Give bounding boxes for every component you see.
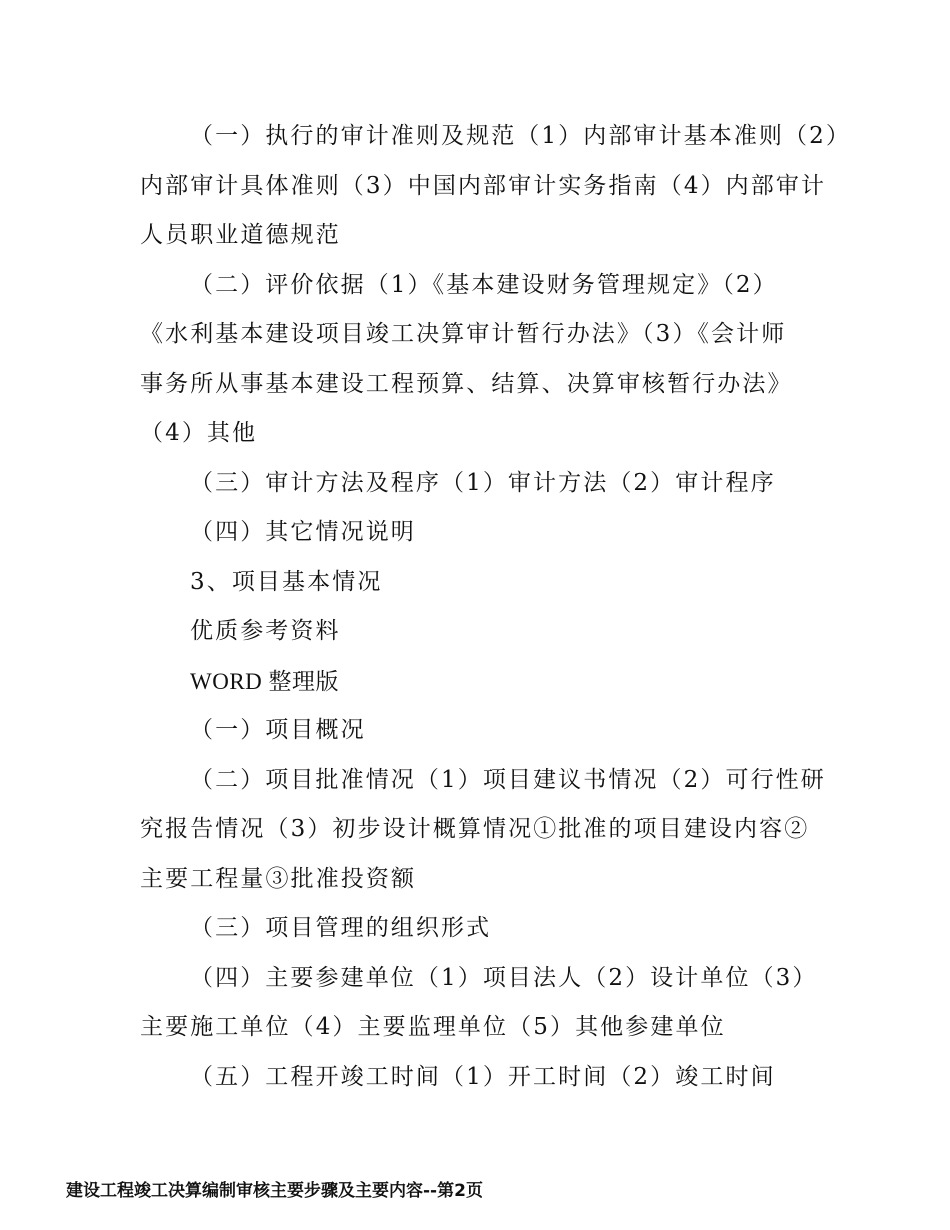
- project-management-line: （三）项目管理的组织形式: [190, 915, 492, 941]
- audit-methods-line: （三）审计方法及程序（1）审计方法（2）审计程序: [190, 469, 776, 496]
- evaluation-basis-line-4: （4）其他: [140, 420, 258, 446]
- evaluation-basis-line-2: 《水利基本建设项目竣工决算审计暂行办法》（3）《会计师: [140, 321, 787, 347]
- audit-standards-line-3: 人员职业道德规范: [140, 222, 341, 248]
- project-overview-line: （一）项目概况: [190, 717, 366, 743]
- document-body: [140, 112, 851, 1102]
- audit-standards-line-2: 内部审计具体准则（3）中国内部审计实务指南（4）内部审计: [140, 172, 827, 199]
- project-approval-line-1: （二）项目批准情况（1）项目建议书情况（2）可行性研: [190, 766, 826, 793]
- other-notes-line: （四）其它情况说明: [190, 519, 416, 545]
- section-heading-project-basics: 3、项目基本情况: [190, 568, 383, 595]
- project-approval-line-3: 主要工程量③批准投资额: [140, 865, 417, 892]
- construction-dates-line: （五）工程开竣工时间（1）开工时间（2）竣工时间: [190, 1063, 776, 1090]
- audit-standards-line-1: （一）执行的审计准则及规范（1）内部审计基本准则（2）: [190, 123, 851, 149]
- participating-units-line-1: （四）主要参建单位（1）项目法人（2）设计单位（3）: [190, 964, 818, 991]
- page-footer: 建设工程竣工决算编制审核主要步骤及主要内容--第2页: [66, 1181, 483, 1201]
- watermark-line-word: WORD 整理版: [190, 668, 340, 694]
- watermark-line-reference: 优质参考资料: [190, 618, 341, 644]
- evaluation-basis-line-3: 事务所从事基本建设工程预算、结算、决算审核暂行办法》: [140, 370, 793, 397]
- participating-units-line-2: 主要施工单位（4）主要监理单位（5）其他参建单位: [140, 1014, 726, 1040]
- project-approval-line-2: 究报告情况（3）初步设计概算情况①批准的项目建设内容②: [140, 816, 810, 842]
- evaluation-basis-line-1: （二）评价依据（1）《基本建设财务管理规定》（2）: [190, 271, 778, 298]
